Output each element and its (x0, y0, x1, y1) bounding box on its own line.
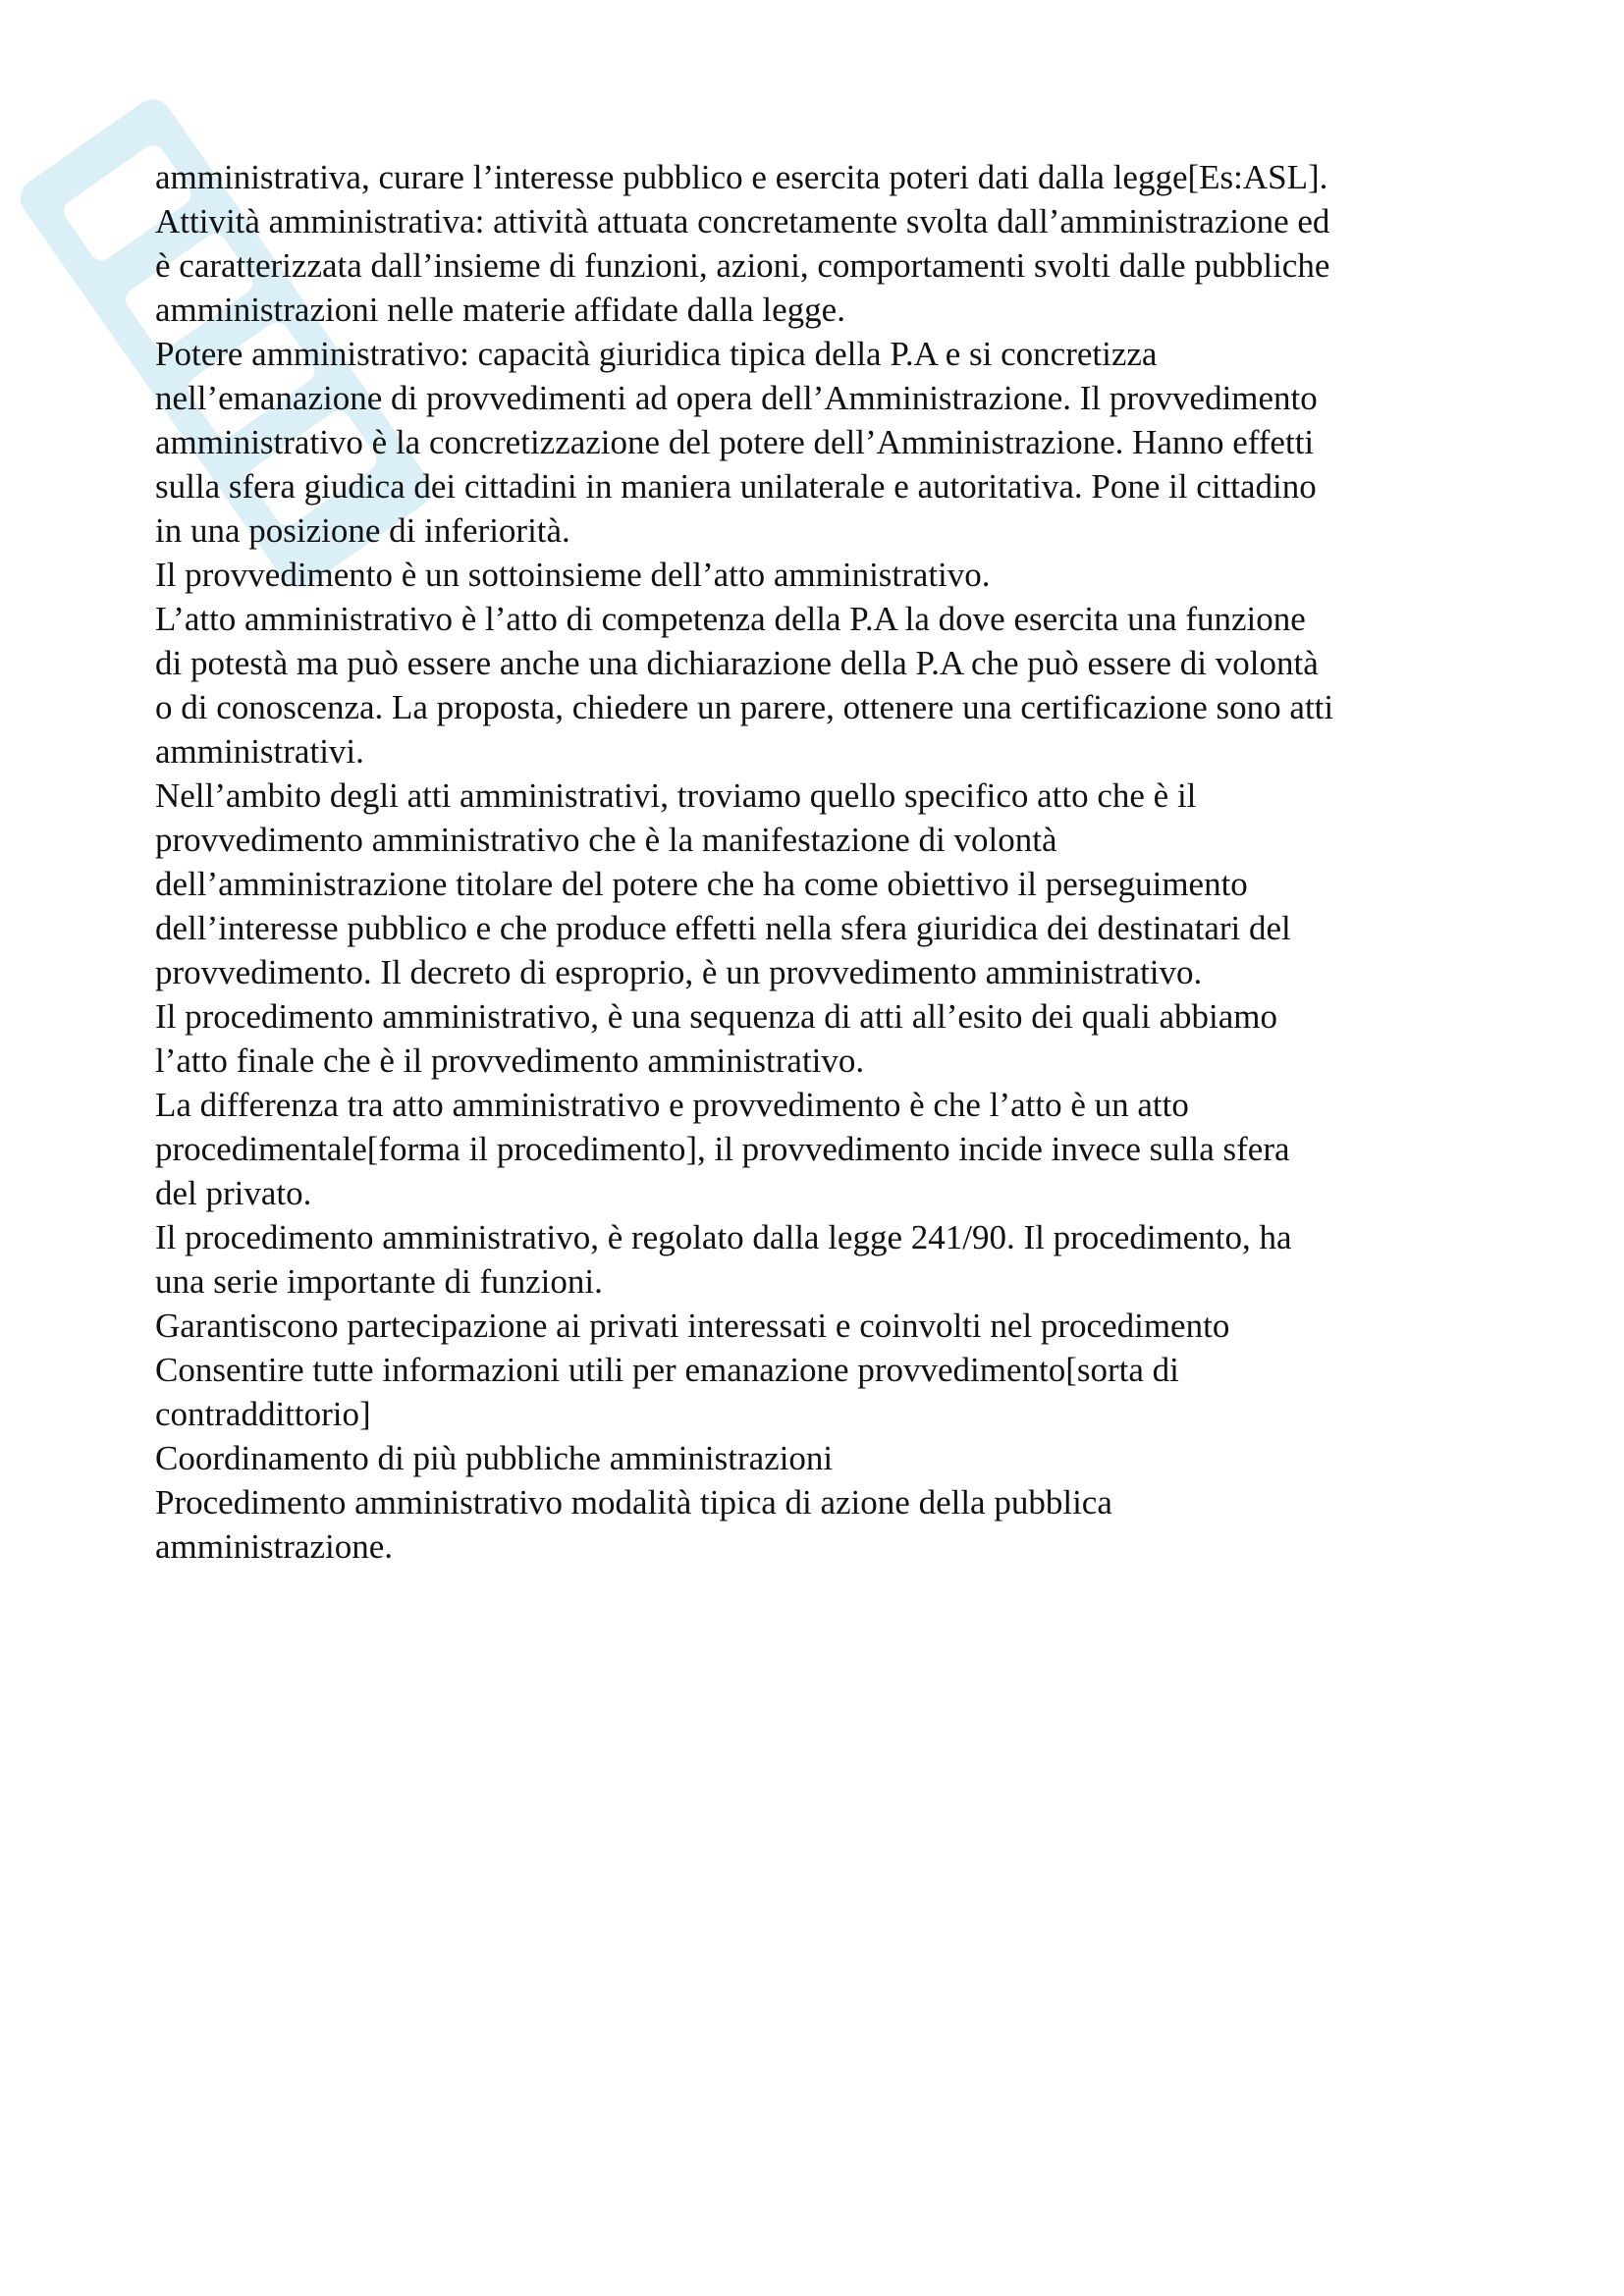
text-line: del privato. (155, 1174, 312, 1212)
text-line: è caratterizzata dall’insieme di funzioni, azioni, comportamenti svolti dalle pubbliche (155, 246, 1330, 285)
text-line: contraddittorio] (155, 1395, 371, 1433)
text-line: L’atto amministrativo è l’atto di competenza della P.A la dove esercita una funzione (155, 600, 1306, 638)
text-line: amministrazione. (155, 1527, 394, 1566)
text-line: Il procedimento amministrativo, è una sequenza di atti all’esito dei quali abbiamo (155, 997, 1277, 1036)
text-line: sulla sfera giudica dei cittadini in maniera unilaterale e autoritativa. Pone il cittadino (155, 467, 1317, 506)
text-line: dell’amministrazione titolare del potere che ha come obiettivo il perseguimento (155, 865, 1248, 903)
text-line: procedimentale[forma il procedimento], il provvedimento incide invece sulla sfera (155, 1130, 1290, 1168)
text-line: Il provvedimento è un sottoinsieme dell’atto amministrativo. (155, 556, 991, 594)
text-line: l’atto finale che è il provvedimento amministrativo. (155, 1041, 865, 1080)
text-line: Consentire tutte informazioni utili per emanazione provvedimento[sorta di (155, 1351, 1179, 1389)
text-line: Potere amministrativo: capacità giuridica tipica della P.A e si concretizza (155, 335, 1158, 373)
text-line: Procedimento amministrativo modalità tipica di azione della pubblica (155, 1483, 1112, 1522)
text-line: o di conoscenza. La proposta, chiedere un parere, ottenere una certificazione sono atti (155, 688, 1334, 726)
text-line: amministrativo è la concretizzazione del potere dell’Amministrazione. Hanno effetti (155, 423, 1315, 461)
text-line: nell’emanazione di provvedimenti ad opera dell’Amministrazione. Il provvedimento (155, 379, 1318, 417)
text-line: Nell’ambito degli atti amministrativi, troviamo quello specifico atto che è il (155, 776, 1197, 815)
document-body (155, 155, 1490, 1569)
text-line: di potestà ma può essere anche una dichiarazione della P.A che può essere di volontà (155, 644, 1319, 682)
text-line: amministrativa, curare l’interesse pubblico e esercita poteri dati dalla legge[Es:ASL]. (155, 158, 1328, 196)
text-line: provvedimento. Il decreto di esproprio, è un provvedimento amministrativo. (155, 953, 1203, 991)
text-line: Attività amministrativa: attività attuata concretamente svolta dall’amministrazione ed (155, 202, 1330, 240)
text-line: amministrazioni nelle materie affidate dalla legge. (155, 291, 845, 329)
text-line: una serie importante di funzioni. (155, 1262, 603, 1301)
text-line: Garantiscono partecipazione ai privati interessati e coinvolti nel procedimento (155, 1307, 1230, 1345)
text-line: La differenza tra atto amministrativo e provvedimento è che l’atto è un atto (155, 1086, 1189, 1124)
text-line: provvedimento amministrativo che è la manifestazione di volontà (155, 821, 1057, 859)
text-line: amministrativi. (155, 732, 364, 771)
text-line: Coordinamento di più pubbliche amministrazioni (155, 1439, 834, 1477)
text-line: in una posizione di inferiorità. (155, 511, 570, 550)
text-line: dell’interesse pubblico e che produce effetti nella sfera giuridica dei destinatari del (155, 909, 1291, 947)
text-line: Il procedimento amministrativo, è regolato dalla legge 241/90. Il procedimento, ha (155, 1218, 1292, 1256)
